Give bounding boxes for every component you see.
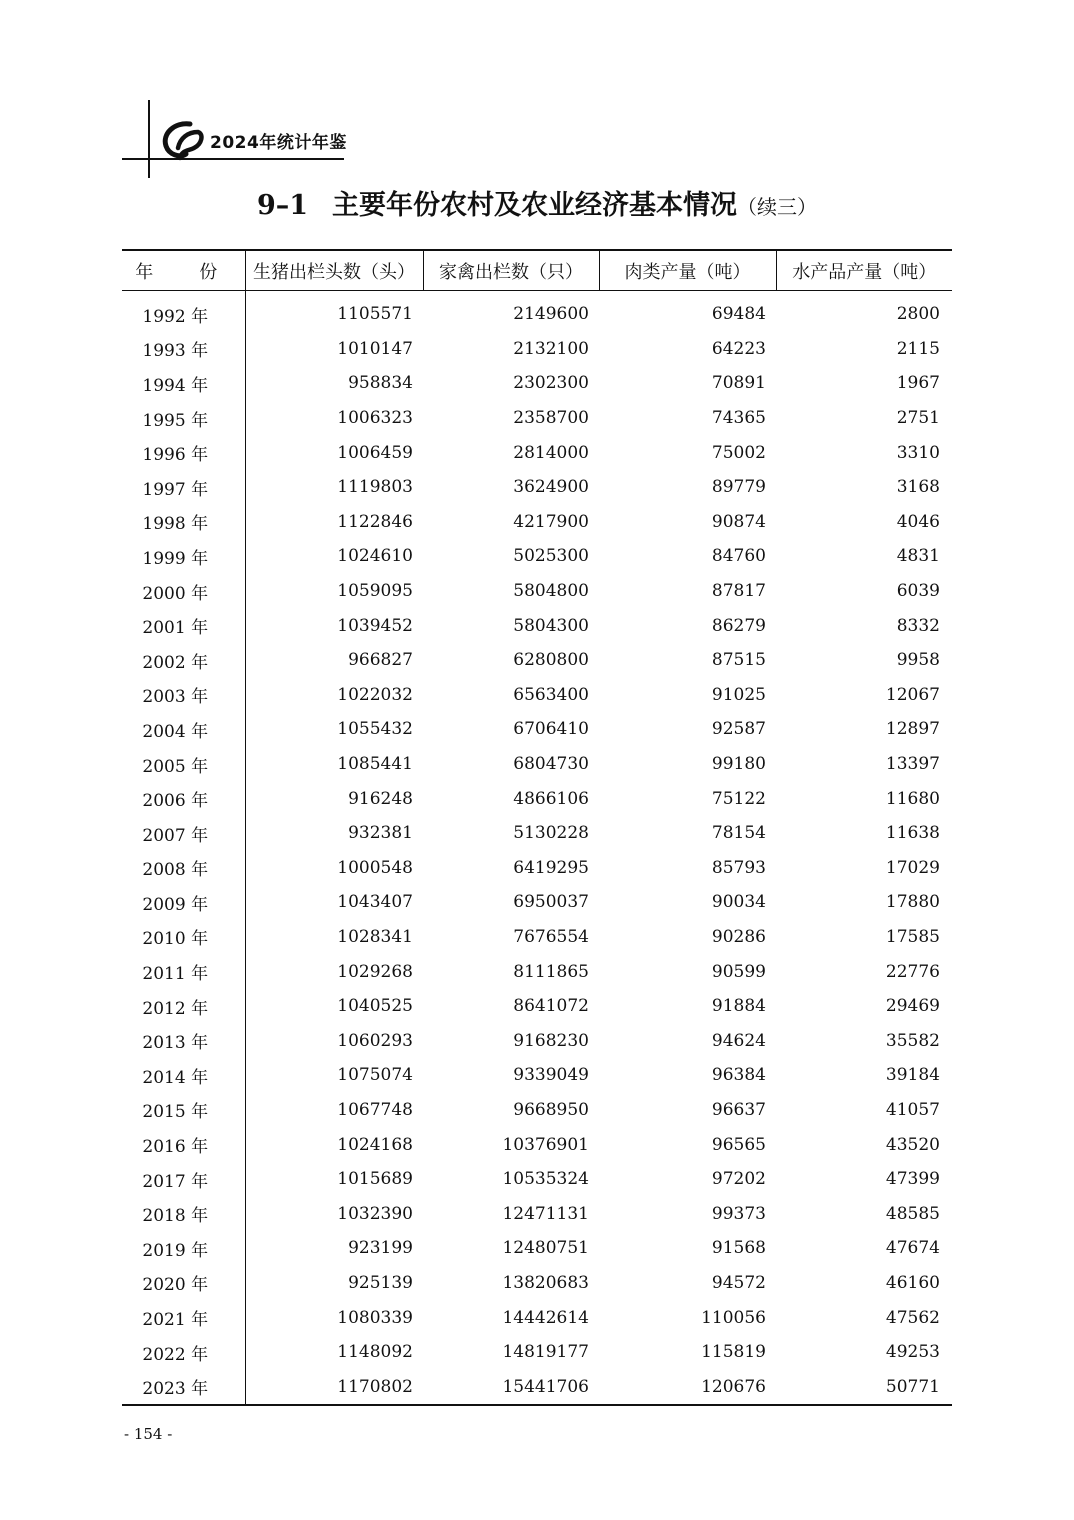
value-cell: 17880 [885,892,940,913]
table-row [122,954,952,989]
year-cell: 2010 年 [122,920,245,955]
value-cell: 1024610 [337,546,413,567]
value-cell: 94624 [711,1030,766,1051]
table-row [122,1335,952,1370]
table-body [122,291,952,1406]
table-row [122,435,952,470]
year-cell: 1996 年 [122,435,245,470]
column-header: 生猪出栏头数（头） [245,250,423,291]
value-cell: 75002 [711,442,766,463]
value-cell: 90874 [711,511,766,532]
table-number: 9–1 [256,190,309,221]
value-cell: 8641072 [513,996,589,1017]
table-row [122,291,952,332]
year-cell: 2007 年 [122,816,245,851]
year-cell: 2015 年 [122,1093,245,1128]
table-row [122,678,952,713]
table-row [122,851,952,886]
value-cell: 4866106 [513,788,589,809]
value-cell: 1122846 [337,511,413,532]
year-cell: 2016 年 [122,1127,245,1162]
year-cell: 1993 年 [122,332,245,367]
value-cell: 923199 [348,1238,413,1259]
value-cell: 3168 [896,477,940,498]
year-cell: 2008 年 [122,851,245,886]
value-cell: 41057 [885,1099,940,1120]
value-cell: 96637 [711,1099,766,1120]
year-cell: 2020 年 [122,1266,245,1301]
value-cell: 10376901 [502,1134,589,1155]
value-cell: 48585 [885,1203,940,1224]
column-header: 肉类产量（吨） [599,250,776,291]
header-horizontal-rule [122,158,344,160]
value-cell: 1967 [896,373,940,394]
value-cell: 94572 [711,1272,766,1293]
value-cell: 47674 [885,1238,940,1259]
value-cell: 6039 [896,581,940,602]
value-cell: 110056 [701,1307,766,1328]
value-cell: 5025300 [513,546,589,567]
value-cell: 5804300 [513,615,589,636]
value-cell: 7676554 [513,926,589,947]
value-cell: 8332 [896,615,940,636]
value-cell: 14819177 [502,1342,589,1363]
value-cell: 89779 [711,477,766,498]
value-cell: 12480751 [502,1238,589,1259]
value-cell: 916248 [348,788,413,809]
table-row [122,1266,952,1301]
value-cell: 2132100 [513,338,589,359]
value-cell: 96384 [711,1065,766,1086]
value-cell: 9339049 [513,1065,589,1086]
value-cell: 1032390 [337,1203,413,1224]
value-cell: 115819 [701,1342,766,1363]
value-cell: 85793 [711,857,766,878]
value-cell: 1006459 [337,442,413,463]
value-cell: 1024168 [337,1134,413,1155]
value-cell: 6804730 [513,754,589,775]
value-cell: 78154 [711,823,766,844]
table-row [122,574,952,609]
value-cell: 2814000 [513,442,589,463]
table-row [122,643,952,678]
year-cell: 1998 年 [122,505,245,540]
year-cell: 2019 年 [122,1231,245,1266]
value-cell: 14442614 [502,1307,589,1328]
value-cell: 1055432 [337,719,413,740]
value-cell: 5130228 [513,823,589,844]
table-row [122,816,952,851]
value-cell: 1080339 [337,1307,413,1328]
value-cell: 69484 [711,304,766,325]
value-cell: 1028341 [337,926,413,947]
table-row [122,1231,952,1266]
value-cell: 1043407 [337,892,413,913]
value-cell: 90599 [711,961,766,982]
value-cell: 97202 [711,1169,766,1190]
value-cell: 958834 [348,373,413,394]
value-cell: 1148092 [337,1342,413,1363]
value-cell: 6563400 [513,684,589,705]
year-cell: 2014 年 [122,1058,245,1093]
value-cell: 2751 [896,408,940,429]
value-cell: 90286 [711,926,766,947]
table-row [122,366,952,401]
value-cell: 9668950 [513,1099,589,1120]
value-cell: 6419295 [513,857,589,878]
value-cell: 43520 [885,1134,940,1155]
table-row [122,1127,952,1162]
table-row [122,747,952,782]
value-cell: 3310 [896,442,940,463]
value-cell: 91884 [711,996,766,1017]
value-cell: 13820683 [502,1272,589,1293]
value-cell: 39184 [885,1065,940,1086]
table-row [122,505,952,540]
value-cell: 91568 [711,1238,766,1259]
value-cell: 6706410 [513,719,589,740]
value-cell: 4046 [896,511,940,532]
value-cell: 3624900 [513,477,589,498]
value-cell: 6280800 [513,650,589,671]
value-cell: 8111865 [513,961,589,982]
value-cell: 35582 [885,1030,940,1051]
value-cell: 2149600 [513,304,589,325]
value-cell: 91025 [711,684,766,705]
value-cell: 12067 [885,684,940,705]
year-cell: 1995 年 [122,401,245,436]
value-cell: 11680 [885,788,940,809]
value-cell: 86279 [711,615,766,636]
value-cell: 90034 [711,892,766,913]
table-row [122,1196,952,1231]
value-cell: 10535324 [502,1169,589,1190]
value-cell: 1039452 [337,615,413,636]
table-row [122,1058,952,1093]
year-cell: 2006 年 [122,781,245,816]
value-cell: 932381 [348,823,413,844]
statistics-logo-icon [160,118,206,162]
year-cell: 2004 年 [122,712,245,747]
value-cell: 1040525 [337,996,413,1017]
year-cell: 2023 年 [122,1369,245,1405]
value-cell: 99373 [711,1203,766,1224]
year-cell: 2000 年 [122,574,245,609]
value-cell: 96565 [711,1134,766,1155]
value-cell: 1105571 [337,304,413,325]
value-cell: 966827 [348,650,413,671]
value-cell: 15441706 [502,1376,589,1397]
year-cell: 2021 年 [122,1300,245,1335]
table-row [122,539,952,574]
value-cell: 84760 [711,546,766,567]
table-row [122,401,952,436]
value-cell: 92587 [711,719,766,740]
value-cell: 13397 [885,754,940,775]
value-cell: 4217900 [513,511,589,532]
value-cell: 5804800 [513,581,589,602]
value-cell: 11638 [885,823,940,844]
value-cell: 1119803 [337,477,413,498]
year-cell: 2002 年 [122,643,245,678]
table-row [122,920,952,955]
value-cell: 87817 [711,581,766,602]
year-cell: 2017 年 [122,1162,245,1197]
year-cell: 2012 年 [122,989,245,1024]
page-title [0,183,1074,222]
year-cell: 1999 年 [122,539,245,574]
value-cell: 1010147 [337,338,413,359]
value-cell: 1067748 [337,1099,413,1120]
value-cell: 9168230 [513,1030,589,1051]
value-cell: 925139 [348,1272,413,1293]
running-header [0,0,1074,190]
value-cell: 1022032 [337,684,413,705]
value-cell: 17029 [885,857,940,878]
value-cell: 1059095 [337,581,413,602]
year-cell: 2018 年 [122,1196,245,1231]
year-cell: 1997 年 [122,470,245,505]
table-header-row [122,250,952,291]
table-header [122,250,952,291]
column-header: 年 份 [135,261,232,283]
table-row [122,1162,952,1197]
value-cell: 120676 [701,1376,766,1397]
table-row [122,1300,952,1335]
value-cell: 1075074 [337,1065,413,1086]
column-header: 家禽出栏数（只） [423,250,599,291]
value-cell: 87515 [711,650,766,671]
year-cell: 2005 年 [122,747,245,782]
value-cell: 1170802 [337,1376,413,1397]
page-number: - 154 - [124,1425,173,1443]
yearbook-label: 2024年统计年鉴 [210,133,347,153]
table-row [122,781,952,816]
value-cell: 1006323 [337,408,413,429]
value-cell: 9958 [896,650,940,671]
value-cell: 70891 [711,373,766,394]
table-row [122,885,952,920]
header-vertical-rule [148,100,150,178]
value-cell: 12897 [885,719,940,740]
value-cell: 2800 [896,304,940,325]
value-cell: 74365 [711,408,766,429]
value-cell: 46160 [885,1272,940,1293]
table-row [122,608,952,643]
table-row [122,470,952,505]
data-table [122,249,952,1406]
table-row [122,1369,952,1405]
table-row [122,989,952,1024]
year-cell: 2011 年 [122,954,245,989]
value-cell: 17585 [885,926,940,947]
value-cell: 49253 [885,1342,940,1363]
value-cell: 1015689 [337,1169,413,1190]
value-cell: 4831 [896,546,940,567]
value-cell: 47562 [885,1307,940,1328]
column-header: 水产品产量（吨） [776,250,952,291]
value-cell: 2358700 [513,408,589,429]
year-cell: 1994 年 [122,366,245,401]
value-cell: 2302300 [513,373,589,394]
value-cell: 22776 [885,961,940,982]
year-cell: 2013 年 [122,1023,245,1058]
table-row [122,1023,952,1058]
value-cell: 75122 [711,788,766,809]
table-title-suffix: （续三） [737,195,818,219]
year-cell: 2022 年 [122,1335,245,1370]
year-cell: 1992 年 [122,291,245,332]
table-row [122,1093,952,1128]
value-cell: 12471131 [502,1203,589,1224]
value-cell: 1029268 [337,961,413,982]
value-cell: 1060293 [337,1030,413,1051]
value-cell: 99180 [711,754,766,775]
table-row [122,712,952,747]
year-cell: 2009 年 [122,885,245,920]
value-cell: 50771 [885,1376,940,1397]
year-cell: 2003 年 [122,678,245,713]
year-cell: 2001 年 [122,608,245,643]
value-cell: 2115 [896,338,940,359]
value-cell: 1085441 [337,754,413,775]
value-cell: 6950037 [513,892,589,913]
table-title-text: 主要年份农村及农业经济基本情况 [332,190,738,221]
value-cell: 64223 [711,338,766,359]
value-cell: 29469 [885,996,940,1017]
value-cell: 1000548 [337,857,413,878]
table-row [122,332,952,367]
value-cell: 47399 [885,1169,940,1190]
